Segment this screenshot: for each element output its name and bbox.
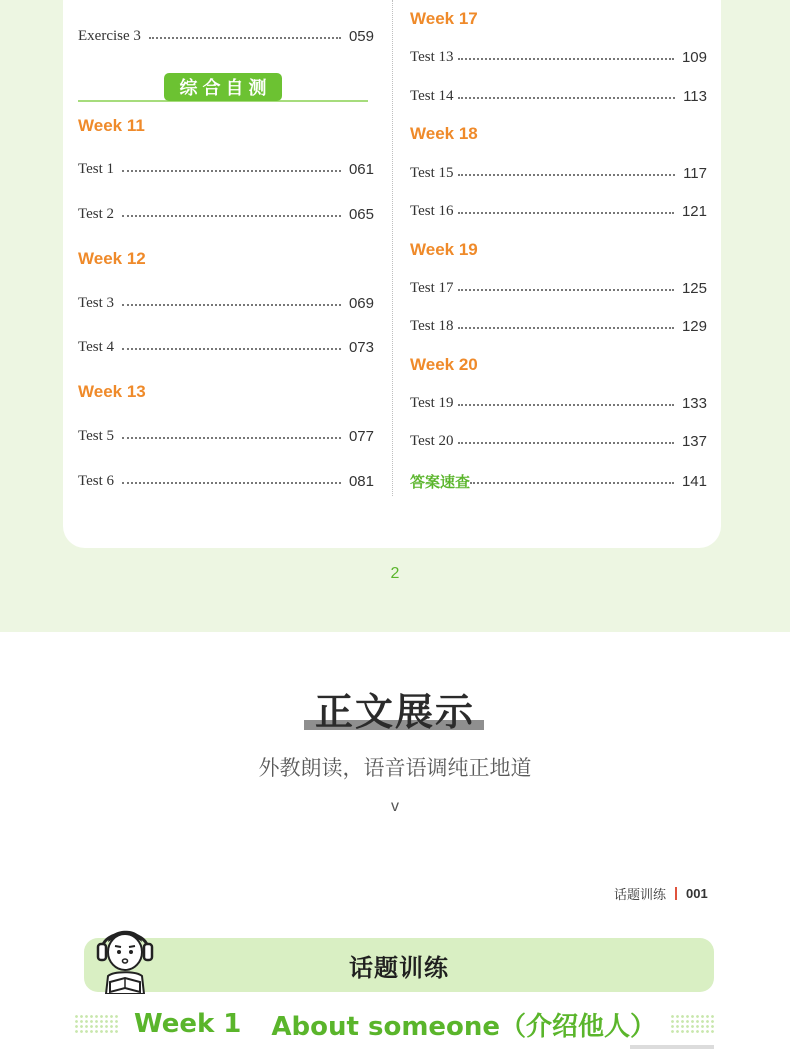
toc-leader-dots <box>458 212 674 214</box>
toc-item-test-1[interactable] <box>78 157 374 181</box>
toc-item-test-20[interactable] <box>410 429 707 453</box>
toc-item-label: Test 6 <box>78 472 115 489</box>
toc-item-page: 065 <box>348 205 374 223</box>
toc-item-test-13[interactable] <box>410 45 707 69</box>
toc-item-page: 113 <box>683 87 707 105</box>
toc-item-label: Test 2 <box>78 205 115 222</box>
toc-item-page: 061 <box>348 160 374 178</box>
toc-leader-dots <box>122 482 341 484</box>
toc-item-page: 129 <box>681 317 707 335</box>
page-edge-stripe <box>630 1045 714 1049</box>
decorative-dots <box>74 1014 120 1034</box>
toc-item-label: Test 19 <box>410 394 454 411</box>
running-head-separator <box>675 887 677 900</box>
toc-item-page: 133 <box>681 394 707 412</box>
toc-item-label: Test 16 <box>410 202 454 219</box>
toc-leader-dots <box>122 304 341 306</box>
showcase-title: 正文展示 <box>314 690 475 734</box>
toc-item-page: 073 <box>348 338 374 356</box>
toc-item-page: 109 <box>681 48 707 66</box>
toc-item-test-17[interactable] <box>410 276 707 300</box>
toc-item-test-3[interactable] <box>78 291 374 315</box>
toc-leader-dots <box>470 482 674 484</box>
toc-item-page: 121 <box>681 202 707 220</box>
topic-label: About someone（介绍他人） <box>271 1011 657 1042</box>
toc-item-exercise-3[interactable] <box>78 24 374 48</box>
toc-leader-dots <box>458 97 676 99</box>
chevron-down-icon: v <box>391 798 399 815</box>
toc-leader-dots <box>458 174 676 176</box>
toc-item-label: Test 1 <box>78 160 115 177</box>
toc-item-test-2[interactable] <box>78 202 374 226</box>
toc-week-heading: Week 12 <box>78 249 146 268</box>
toc-leader-dots <box>458 404 674 406</box>
banner-title: 话题训练 <box>349 953 449 982</box>
toc-item-label: Test 5 <box>78 427 115 444</box>
toc-item-test-15[interactable] <box>410 161 707 185</box>
toc-leader-dots <box>122 170 341 172</box>
decorative-dots <box>670 1014 716 1034</box>
toc-item-answers[interactable] <box>410 469 707 493</box>
toc-week-heading: Week 20 <box>410 355 478 374</box>
toc-leader-dots <box>122 437 341 439</box>
student-with-headphones-icon <box>92 916 158 994</box>
section-badge-self-test: 综合自测 <box>164 73 282 101</box>
toc-page-number: 2 <box>390 565 400 582</box>
running-head <box>614 884 708 903</box>
toc-week-heading: Week 17 <box>410 9 478 28</box>
toc-item-page: 081 <box>348 472 374 490</box>
running-head-page: 001 <box>686 886 708 901</box>
toc-item-page: 077 <box>348 427 374 445</box>
running-head-section: 话题训练 <box>614 888 667 903</box>
toc-leader-dots <box>458 327 674 329</box>
toc-item-test-16[interactable] <box>410 199 707 223</box>
week-topic-heading <box>0 1004 790 1044</box>
toc-item-test-6[interactable] <box>78 469 374 493</box>
toc-week-heading: Week 18 <box>410 124 478 143</box>
toc-item-label: Test 18 <box>410 317 454 334</box>
toc-leader-dots <box>149 37 341 39</box>
toc-leader-dots <box>458 442 674 444</box>
week-label: Week 1 <box>133 1009 242 1039</box>
toc-item-label: Test 13 <box>410 48 454 65</box>
toc-leader-dots <box>458 58 674 60</box>
showcase-title-wrap <box>0 690 790 740</box>
toc-item-page: 059 <box>348 27 374 45</box>
toc-leader-dots <box>458 289 674 291</box>
toc-item-test-4[interactable] <box>78 335 374 359</box>
section-banner <box>84 938 714 992</box>
toc-week-heading: Week 13 <box>78 382 146 401</box>
toc-leader-dots <box>122 348 341 350</box>
toc-item-label: Exercise 3 <box>78 27 141 44</box>
toc-item-test-5[interactable] <box>78 424 374 448</box>
toc-item-label: Test 20 <box>410 432 454 449</box>
toc-week-heading: Week 19 <box>410 240 478 259</box>
toc-item-page: 117 <box>683 164 707 182</box>
toc-item-label: Test 3 <box>78 294 115 311</box>
toc-item-label: Test 17 <box>410 279 454 296</box>
showcase-subtitle: 外教朗读，语音语调纯正地道 <box>258 756 532 780</box>
toc-item-label: Test 14 <box>410 87 454 104</box>
toc-item-test-19[interactable] <box>410 391 707 415</box>
toc-item-label: 答案速查 <box>410 472 471 491</box>
toc-item-test-18[interactable] <box>410 314 707 338</box>
toc-item-page: 069 <box>348 294 374 312</box>
toc-item-label: Test 4 <box>78 338 115 355</box>
toc-week-heading: Week 11 <box>78 116 145 135</box>
toc-leader-dots <box>122 215 341 217</box>
toc-item-page: 137 <box>681 432 707 450</box>
toc-item-page: 141 <box>681 472 707 490</box>
toc-item-label: Test 15 <box>410 164 454 181</box>
toc-item-test-14[interactable] <box>410 84 707 108</box>
toc-column-divider <box>392 0 393 496</box>
toc-item-page: 125 <box>681 279 707 297</box>
